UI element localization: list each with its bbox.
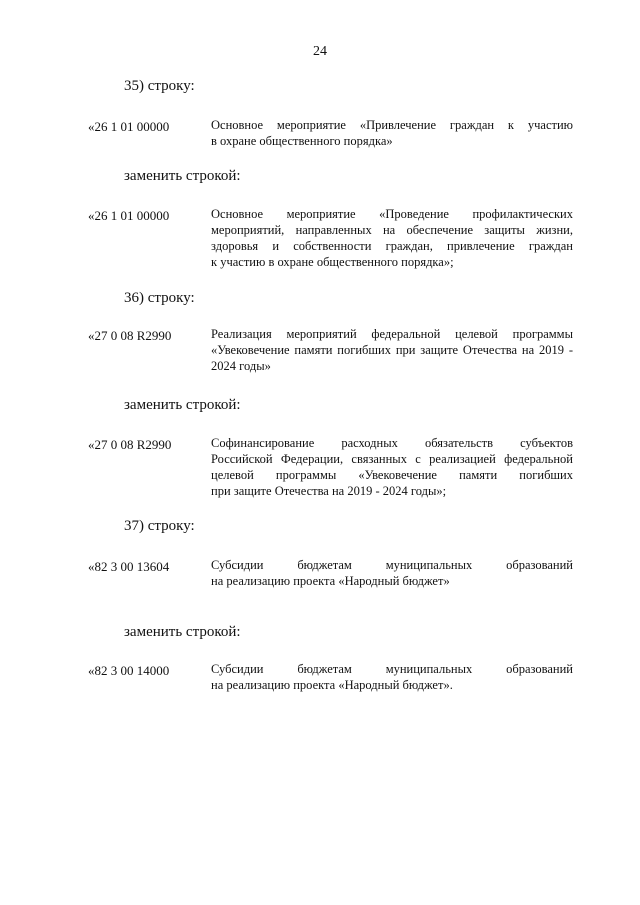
description-line: «Увековечение памяти погибших при защите Отечества на 2019 - (211, 343, 573, 357)
section-36-new-code: «27 0 08 R2990 (88, 437, 172, 452)
description-line: при защите Отечества на 2019 - 2024 годы»; (211, 484, 447, 498)
section-35-old-description (211, 117, 573, 149)
section-35-new-description (211, 206, 573, 270)
section-35-new-code: «26 1 01 00000 (88, 208, 170, 223)
description-line: на реализацию проекта «Народный бюджет». (211, 678, 453, 692)
description-line: Софинансирование расходных обязательств субъектов (211, 436, 573, 450)
section-36-old-description (211, 326, 573, 374)
description-line: 2024 годы» (211, 359, 271, 373)
section-35-old-code: «26 1 01 00000 (88, 119, 170, 134)
description-line: в охране общественного порядка» (211, 134, 393, 148)
description-line: Субсидии бюджетам муниципальных образований (211, 558, 573, 572)
description-line: мероприятий, направленных на обеспечение защиты жизни, (211, 223, 573, 237)
description-line: Основное мероприятие «Проведение профилактических (211, 207, 573, 221)
section-37-replace-heading: заменить строкой: (124, 624, 241, 640)
description-line: здоровья и собственности граждан, привлечение граждан (211, 239, 573, 253)
section-35-replace-heading: заменить строкой: (124, 168, 241, 184)
description-line: целевой программы «Увековечение памяти погибших (211, 468, 573, 482)
description-line: Реализация мероприятий федеральной целевой программы (211, 327, 573, 341)
section-37-old-code: «82 3 00 13604 (88, 559, 170, 574)
description-line: на реализацию проекта «Народный бюджет» (211, 574, 450, 588)
section-37-heading: 37) строку: (124, 518, 195, 534)
description-line: Российской Федерации, связанных с реализацией федеральной (211, 452, 573, 466)
description-line: Субсидии бюджетам муниципальных образований (211, 662, 573, 676)
section-36-heading: 36) строку: (124, 290, 195, 306)
section-36-old-code: «27 0 08 R2990 (88, 328, 172, 343)
description-line: к участию в охране общественного порядка»; (211, 255, 454, 269)
section-35-heading: 35) строку: (124, 78, 195, 94)
section-37-new-description (211, 661, 573, 693)
section-36-new-description (211, 435, 573, 499)
section-37-new-code: «82 3 00 14000 (88, 663, 170, 678)
section-37-old-description (211, 557, 573, 589)
page-number: 24 (313, 44, 327, 59)
description-line: Основное мероприятие «Привлечение граждан к участию (211, 118, 573, 132)
section-36-replace-heading: заменить строкой: (124, 397, 241, 413)
